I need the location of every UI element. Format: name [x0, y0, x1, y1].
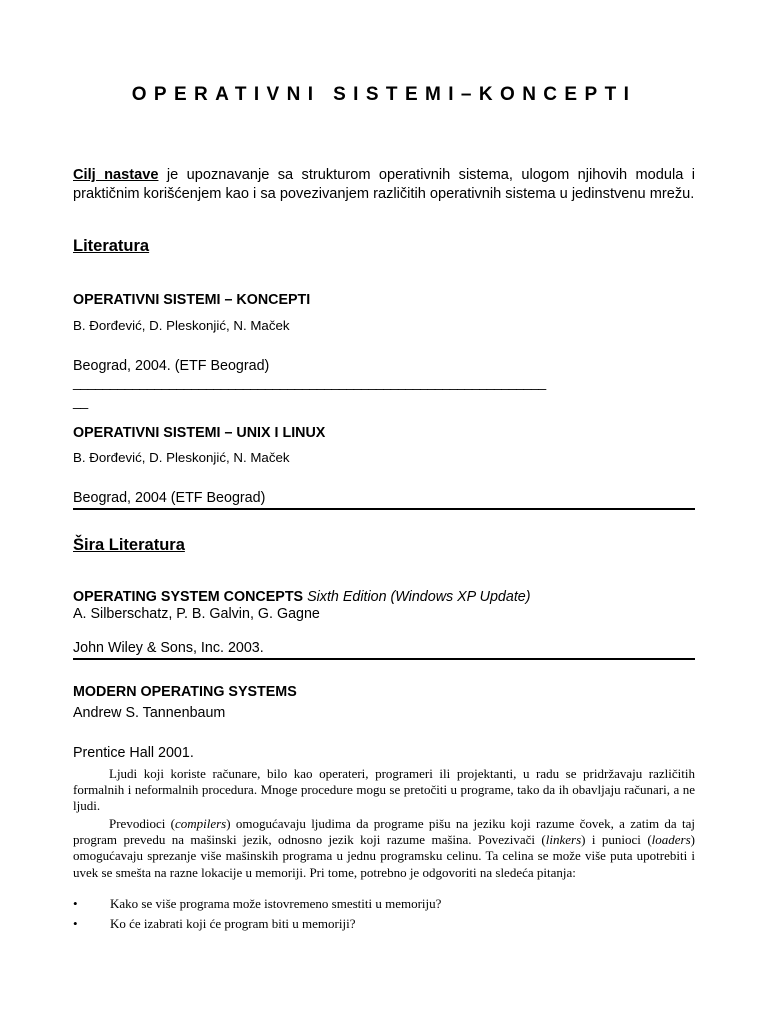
book-title-3-edition: Sixth Edition (Windows XP Update): [307, 589, 531, 605]
horizontal-rule: [73, 658, 695, 660]
horizontal-rule: [73, 508, 695, 510]
book-authors-3: A. Silberschatz, P. B. Galvin, G. Gagne: [73, 606, 320, 622]
bullet-icon: •: [73, 916, 78, 931]
book-publisher-3: John Wiley & Sons, Inc. 2003.: [73, 640, 264, 656]
para2-text-4: ) omogućavaju sprezanje više mašinskih programa u jednu programsku celinu. Ta celina se može više puta upotrebiti i uvek se smešta na razne lokacije u memoriji. Pri tome, potrebno je odgovoriti na sledeća pitanja:: [73, 832, 696, 880]
bullet-text: Kako se više programa može istovremeno smestiti u memoriju?: [110, 896, 442, 911]
para2-text-3: ) i punioci (: [581, 832, 652, 848]
book-title-3: [73, 589, 531, 605]
course-goal-paragraph: [73, 166, 695, 204]
body-paragraph-1: Ljudi koji koriste računare, bilo kao operateri, programeri ili projektanti, u radu se pridržavaju različitih formalnih i neformalnih procedura. Mnoge procedure mogu se pretočiti u programe, tako da ih obavljaju računari, a ne ljudi.: [73, 766, 695, 814]
para2-text-2: ) omogućavaju ljudima da programe pišu na jeziku koji razume čovek, a zatim da taj program prevedu na mašinski jezik, odnosno jezik koji razume mašina. Povezivači (: [73, 816, 695, 848]
bullet-icon: •: [73, 896, 78, 911]
term-loaders: loaders: [651, 832, 691, 848]
separator-line-continuation: __: [73, 393, 88, 409]
term-linkers: linkers: [545, 832, 582, 848]
term-compilers: compilers: [174, 816, 227, 831]
book-title-4: MODERN OPERATING SYSTEMS: [73, 684, 297, 700]
book-authors-4: Andrew S. Tannenbaum: [73, 705, 226, 721]
book-authors-1: B. Đorđević, D. Pleskonjić, N. Maček: [73, 318, 290, 333]
book-publisher-1: Beograd, 2004. (ETF Beograd): [73, 358, 270, 374]
separator-line: ________________________________________________________________: [73, 374, 546, 390]
sira-literatura-heading: Šira Literatura: [73, 536, 185, 554]
book-publisher-4: Prentice Hall 2001.: [73, 745, 194, 761]
document-title: OPERATIVNI SISTEMI–KONCEPTI: [131, 84, 637, 105]
course-goal-text: je upoznavanje sa strukturom operativnih sistema, ulogom njihovih modula i praktičnim korišćenjem kao i sa povezivanjem različitih operativnih sistema u jedinstvenu mrežu.: [73, 167, 695, 202]
literatura-heading: Literatura: [73, 237, 150, 255]
book-publisher-2: Beograd, 2004 (ETF Beograd): [73, 490, 266, 506]
book-authors-2: B. Đorđević, D. Pleskonjić, N. Maček: [73, 450, 290, 465]
course-goal-label: Cilj nastave: [73, 167, 159, 183]
book-title-3-main: OPERATING SYSTEM CONCEPTS: [73, 589, 304, 605]
para2-text-1: Prevodioci (: [109, 816, 175, 831]
book-title-1: OPERATIVNI SISTEMI – KONCEPTI: [73, 292, 311, 308]
book-title-2: OPERATIVNI SISTEMI – UNIX I LINUX: [73, 425, 326, 441]
body-paragraph-2: [73, 816, 695, 881]
bullet-text: Ko će izabrati koji će program biti u memoriji?: [110, 916, 356, 931]
